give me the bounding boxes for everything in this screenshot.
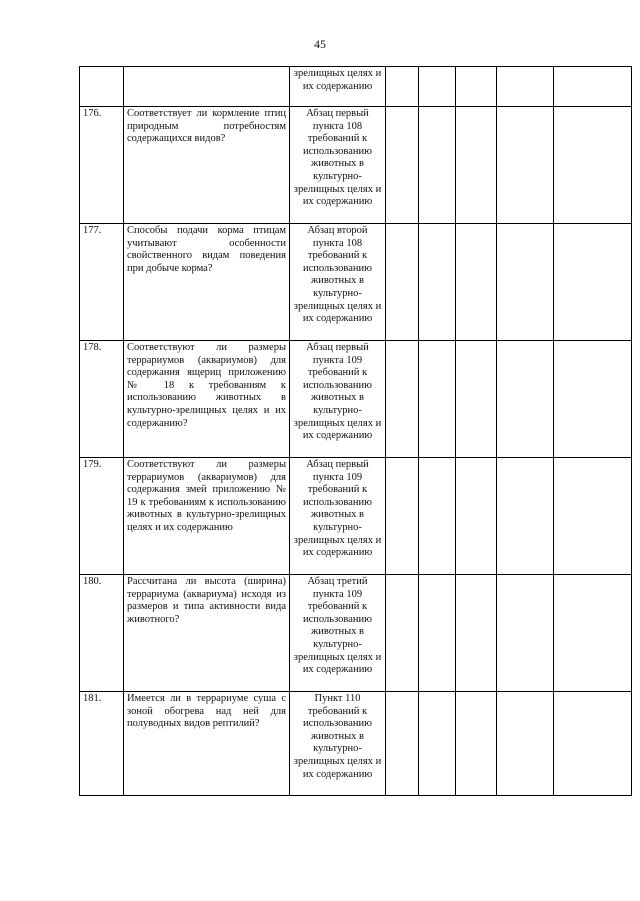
- checklist-table: [79, 66, 632, 796]
- question-cell: Имеется ли в террариуме суша с зоной обогрева над ней для полуводных видов рептилий?: [124, 692, 290, 796]
- reference-cell: Абзац первый пункта 109 требований к использованию животных в культурно-зрелищных целях и их содержанию: [290, 458, 386, 575]
- answer-cell: [456, 692, 497, 796]
- answer-cell: [554, 67, 632, 107]
- reference-cell: Абзац третий пункта 109 требований к использованию животных в культурно-зрелищных целях и их содержанию: [290, 575, 386, 692]
- question-cell: Рассчитана ли высота (ширина) террариума (аквариума) исходя из размеров и типа активности вида животного?: [124, 575, 290, 692]
- answer-cell: [554, 458, 632, 575]
- page-number: 45: [314, 37, 326, 51]
- question-cell: Соответствуют ли размеры террариумов (аквариумов) для содержания ящериц приложению № 18 к требованиям к использованию животных в культурно-зрелищных целях и их содержанию?: [124, 341, 290, 458]
- answer-cell: [386, 692, 419, 796]
- row-number: 181.: [80, 692, 124, 796]
- answer-cell: [419, 67, 456, 107]
- table-row: [80, 341, 632, 458]
- answer-cell: [456, 224, 497, 341]
- row-number: [80, 67, 124, 107]
- answer-cell: [419, 107, 456, 224]
- table-row: [80, 458, 632, 575]
- reference-cell: Абзац первый пункта 109 требований к использованию животных в культурно-зрелищных целях и их содержанию: [290, 341, 386, 458]
- reference-cell: Абзац второй пункта 108 требований к использованию животных в культурно-зрелищных целях и их содержанию: [290, 224, 386, 341]
- answer-cell: [554, 107, 632, 224]
- row-number: 180.: [80, 575, 124, 692]
- answer-cell: [497, 341, 554, 458]
- answer-cell: [419, 224, 456, 341]
- answer-cell: [554, 575, 632, 692]
- answer-cell: [554, 341, 632, 458]
- answer-cell: [419, 458, 456, 575]
- question-cell: [124, 67, 290, 107]
- table-row: [80, 692, 632, 796]
- answer-cell: [497, 692, 554, 796]
- answer-cell: [497, 67, 554, 107]
- answer-cell: [497, 575, 554, 692]
- table-row: [80, 224, 632, 341]
- answer-cell: [554, 224, 632, 341]
- row-number: 177.: [80, 224, 124, 341]
- question-cell: Соответствует ли кормление птиц природным потребностям содержащихся видов?: [124, 107, 290, 224]
- answer-cell: [497, 458, 554, 575]
- answer-cell: [386, 341, 419, 458]
- answer-cell: [419, 575, 456, 692]
- answer-cell: [456, 341, 497, 458]
- answer-cell: [456, 107, 497, 224]
- table-row: [80, 107, 632, 224]
- answer-cell: [386, 458, 419, 575]
- table-row: [80, 67, 632, 107]
- answer-cell: [386, 67, 419, 107]
- row-number: 176.: [80, 107, 124, 224]
- answer-cell: [497, 224, 554, 341]
- answer-cell: [419, 341, 456, 458]
- question-cell: Соответствуют ли размеры террариумов (аквариумов) для содержания змей приложению № 19 к требованиям к использованию животных в культурно-зрелищных целях и их содержанию: [124, 458, 290, 575]
- answer-cell: [456, 458, 497, 575]
- answer-cell: [554, 692, 632, 796]
- answer-cell: [386, 107, 419, 224]
- answer-cell: [386, 224, 419, 341]
- row-number: 179.: [80, 458, 124, 575]
- table-row: [80, 575, 632, 692]
- reference-cell: Пункт 110 требований к использованию животных в культурно-зрелищных целях и их содержанию: [290, 692, 386, 796]
- row-number: 178.: [80, 341, 124, 458]
- answer-cell: [386, 575, 419, 692]
- answer-cell: [456, 67, 497, 107]
- answer-cell: [456, 575, 497, 692]
- reference-cell: зрелищных целях и их содержанию: [290, 67, 386, 107]
- answer-cell: [419, 692, 456, 796]
- answer-cell: [497, 107, 554, 224]
- reference-cell: Абзац первый пункта 108 требований к использованию животных в культурно-зрелищных целях и их содержанию: [290, 107, 386, 224]
- question-cell: Способы подачи корма птицам учитывают особенности свойственного видам поведения при добыче корма?: [124, 224, 290, 341]
